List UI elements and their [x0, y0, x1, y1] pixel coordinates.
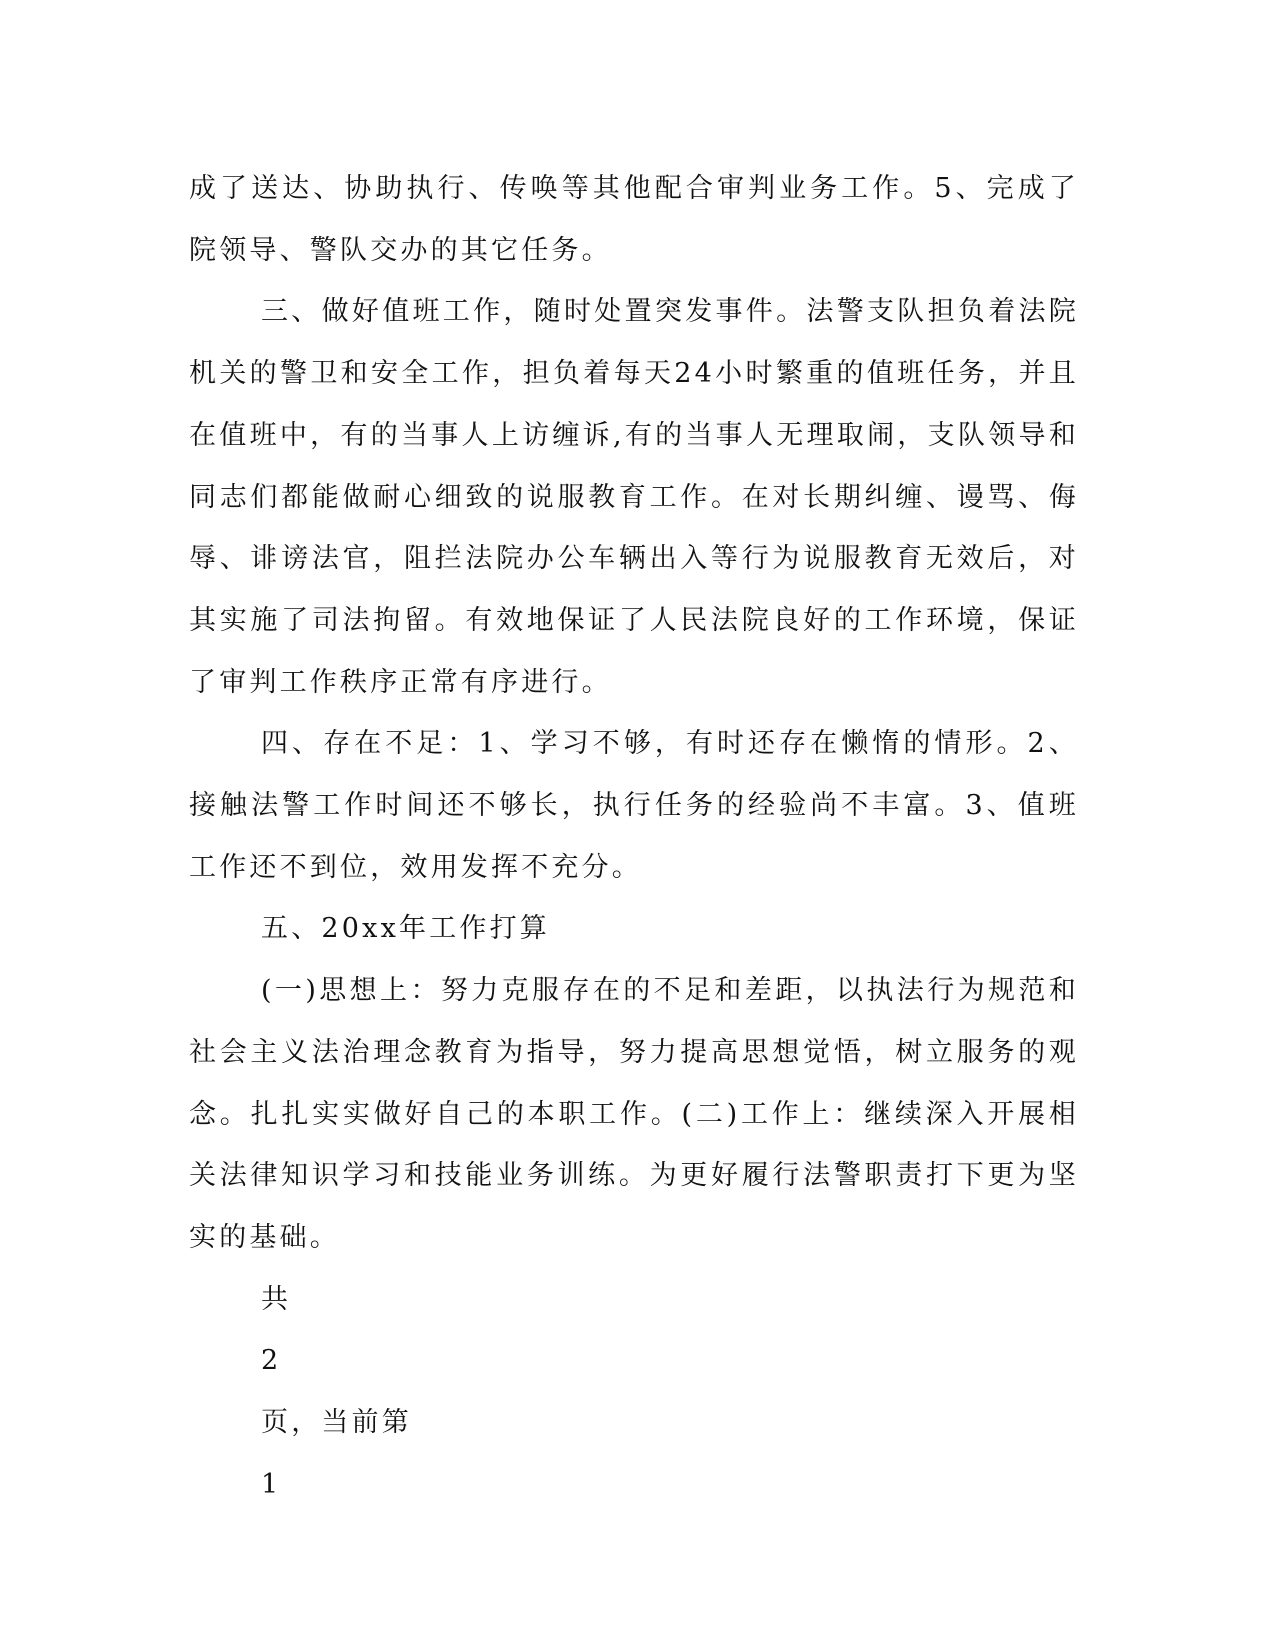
page-counter-current: 1 — [261, 1468, 282, 1500]
paragraph-plan-details: (一)思想上：努力克服存在的不足和差距，以执法行为规范和社会主义法治理念教育为指导，努力提高思想觉悟，树立服务的观念。扎扎实实做好自己的本职工作。(二)工作上：继续深入开展相关法律知识学习和技能业务训练。为更好履行法警职责打下更为坚实的基础。 — [189, 975, 1079, 1253]
page-counter — [189, 1269, 1079, 1516]
page-counter-total: 2 — [261, 1345, 282, 1377]
paragraph-plan-heading: 五、20xx年工作打算 — [261, 913, 551, 945]
document-body — [189, 158, 1079, 1515]
paragraph-shortcomings: 四、存在不足：1、学习不够，有时还存在懒惰的情形。2、接触法警工作时间还不够长，执行任务的经验尚不丰富。3、值班工作还不到位，效用发挥不充分。 — [189, 728, 1079, 883]
paragraph-continuation: 成了送达、协助执行、传唤等其他配合审判业务工作。5、完成了院领导、警队交办的其它任务。 — [189, 173, 1079, 266]
page-counter-prefix: 共 — [261, 1283, 292, 1315]
page-counter-middle: 页，当前第 — [261, 1407, 412, 1439]
paragraph-duty-section: 三、做好值班工作，随时处置突发事件。法警支队担负着法院机关的警卫和安全工作，担负着每天24小时繁重的值班任务，并且在值班中，有的当事人上访缠诉,有的当事人无理取闹，支队领导和同志们都能做耐心细致的说服教育工作。在对长期纠缠、谩骂、侮辱、诽谤法官，阻拦法院办公车辆出入等行为说服教育无效后，对其实施了司法拘留。有效地保证了人民法院良好的工作环境，保证了审判工作秩序正常有序进行。 — [189, 296, 1079, 698]
